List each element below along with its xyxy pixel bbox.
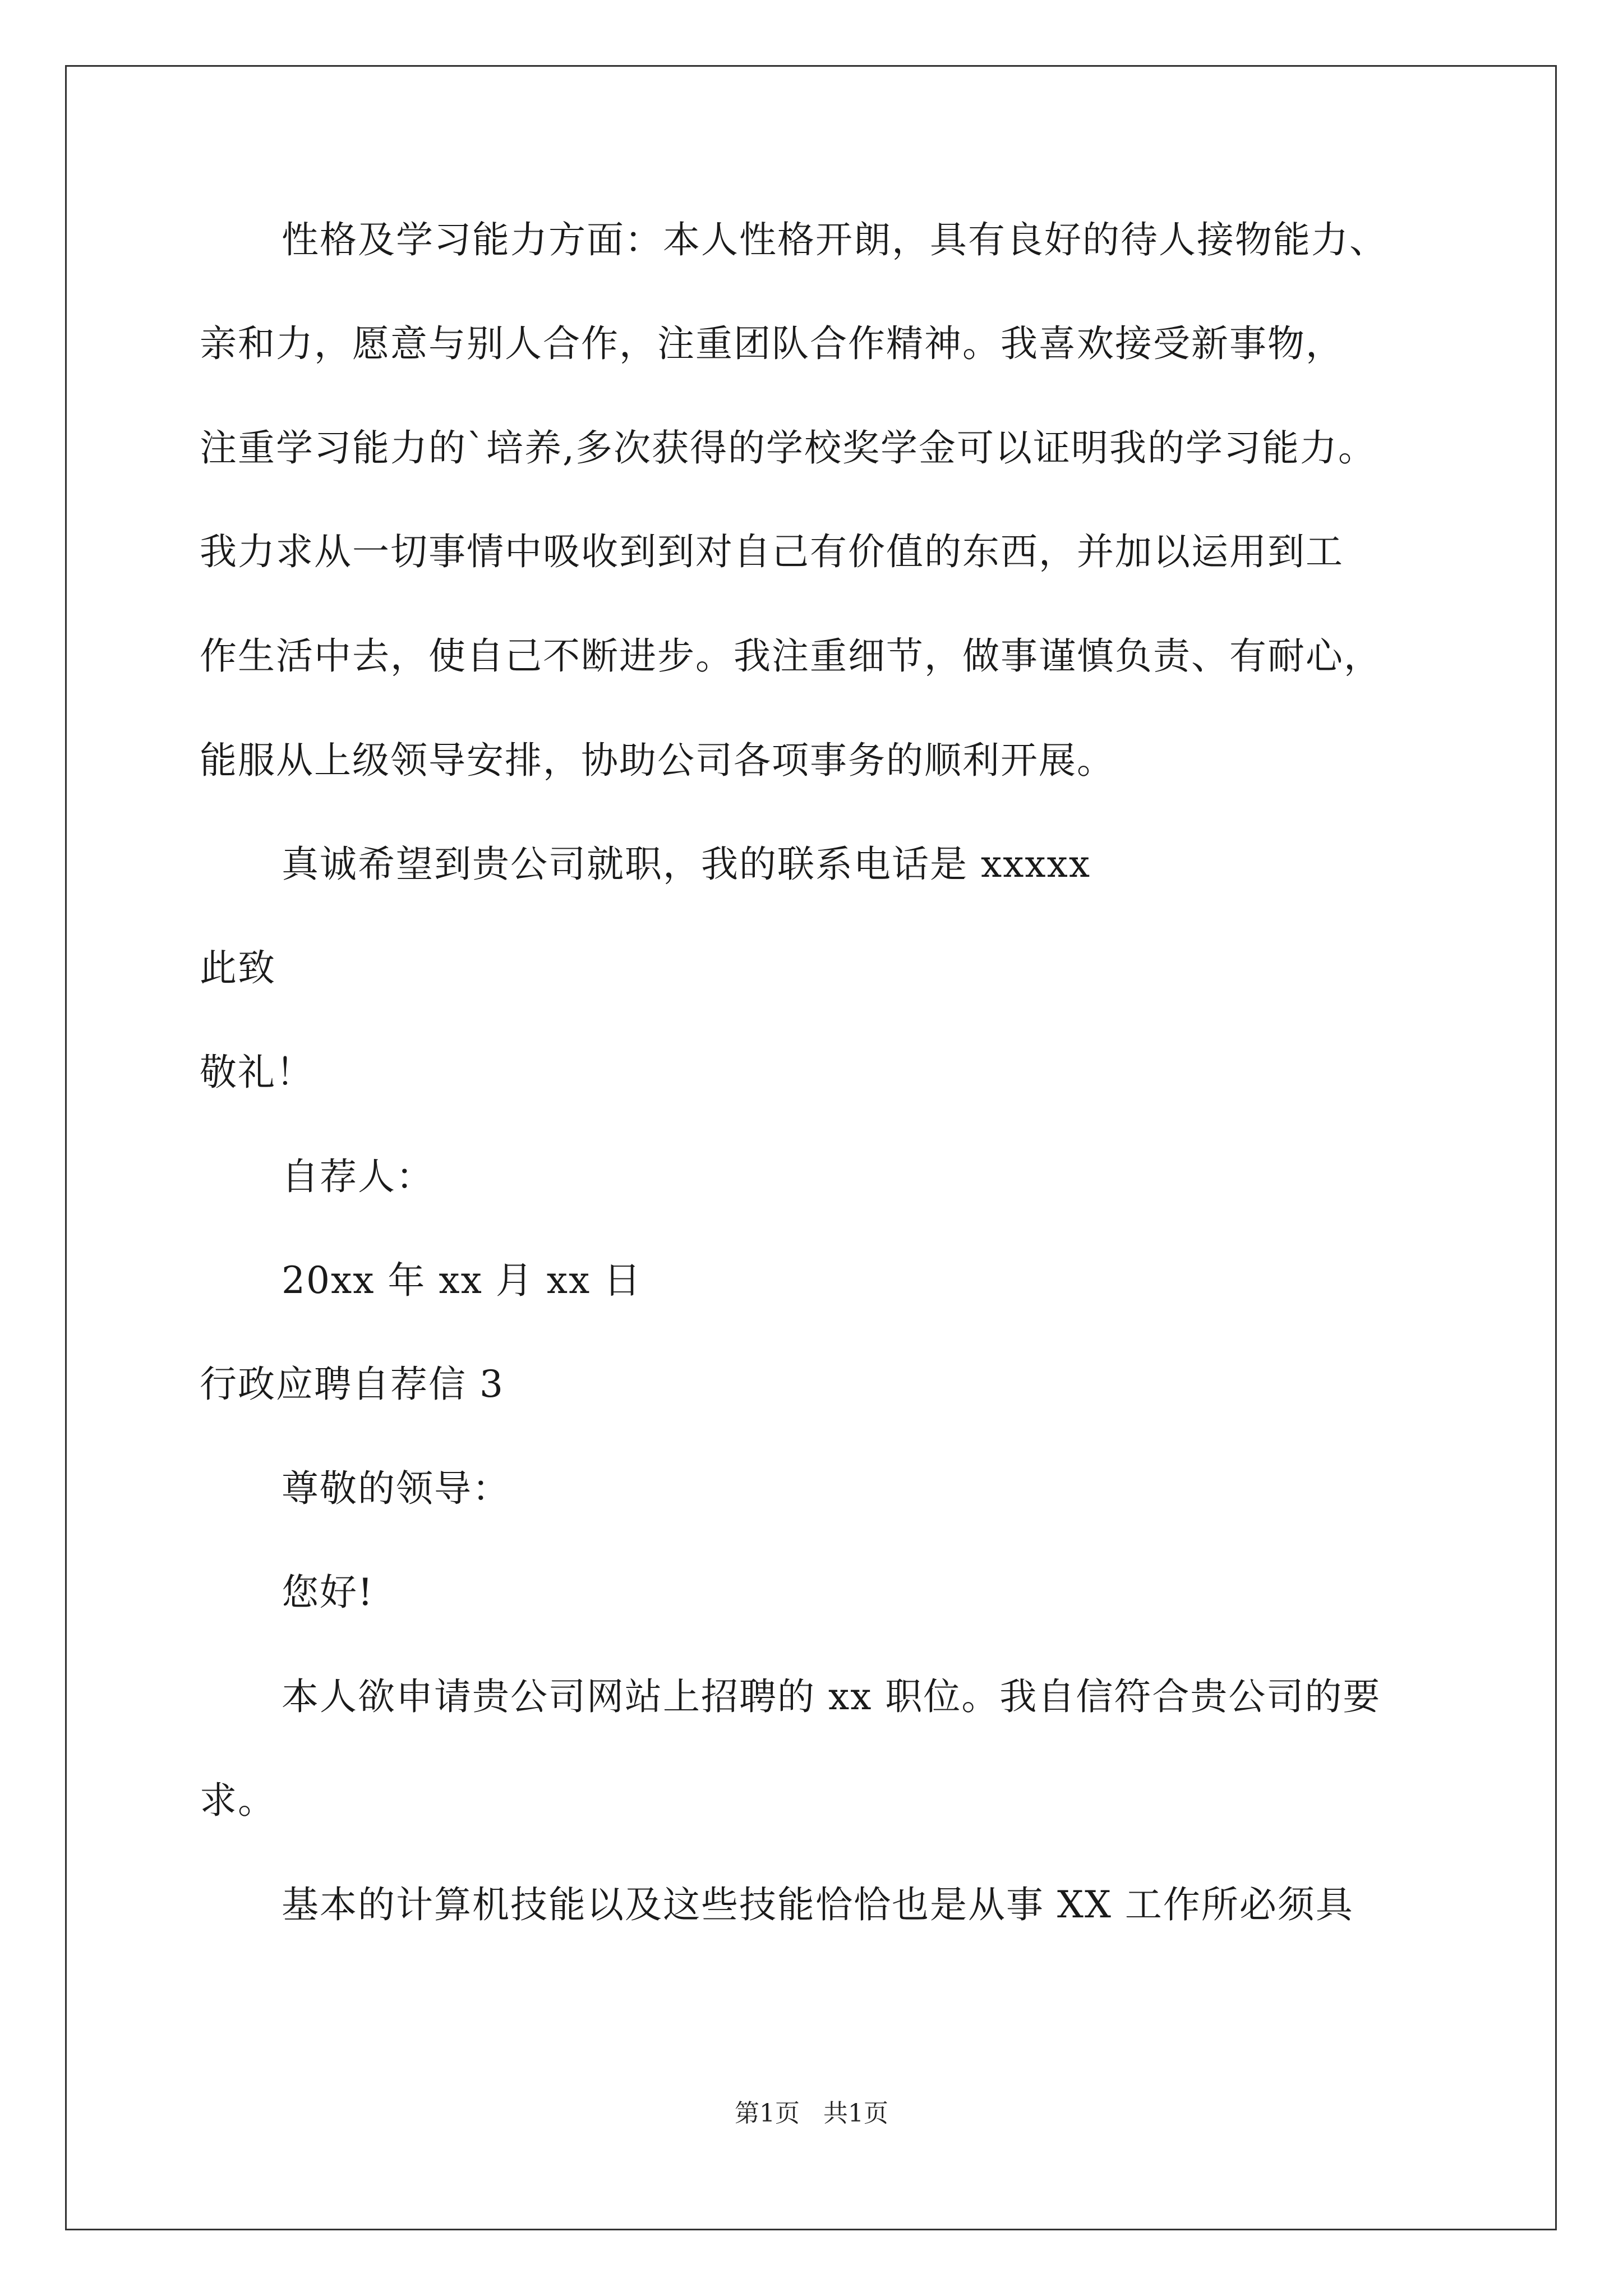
application-line-1: 本人欲申请贵公司网站上招聘的 xx 职位。我自信符合贵公司的要	[282, 1675, 1381, 1718]
signature-label: 自荐人：	[282, 1155, 434, 1198]
paragraph-personality-line-5: 作生活中去，使自己不断进步。我注重细节，做事谨慎负责、有耐心，	[200, 634, 1382, 678]
greeting: 您好!	[282, 1571, 374, 1614]
paragraph-personality-line-2: 亲和力，愿意与别人合作，注重团队合作精神。我喜欢接受新事物，	[200, 322, 1344, 365]
paragraph-personality-line-4: 我力求从一切事情中吸收到到对自己有价值的东西，并加以运用到工	[200, 530, 1344, 573]
closing-jingli: 敬礼！	[200, 1051, 314, 1094]
date-line: 20xx 年 xx 月 xx 日	[282, 1259, 642, 1302]
salutation: 尊敬的领导：	[282, 1467, 510, 1510]
paragraph-personality-line-6: 能服从上级领导安排，协助公司各项事务的顺利开展。	[200, 739, 1115, 782]
contact-line: 真诚希望到贵公司就职，我的联系电话是 xxxxx	[282, 843, 1091, 886]
paragraph-personality-line-1: 性格及学习能力方面：本人性格开朗，具有良好的待人接物能力、	[282, 218, 1387, 261]
page-footer	[0, 2098, 1623, 2129]
skills-line-1: 基本的计算机技能以及这些技能恰恰也是从事 XX 工作所必须具	[282, 1883, 1354, 1926]
page-number-total: 共1页	[823, 2099, 888, 2128]
closing-cizhi: 此致	[200, 946, 276, 990]
application-line-2: 求。	[200, 1779, 276, 1822]
section-title: 行政应聘自荐信 3	[200, 1363, 504, 1406]
paragraph-personality-line-3: 注重学习能力的`培养,多次获得的学校奖学金可以证明我的学习能力。	[200, 426, 1376, 470]
page-number-current: 第1页	[735, 2099, 800, 2128]
